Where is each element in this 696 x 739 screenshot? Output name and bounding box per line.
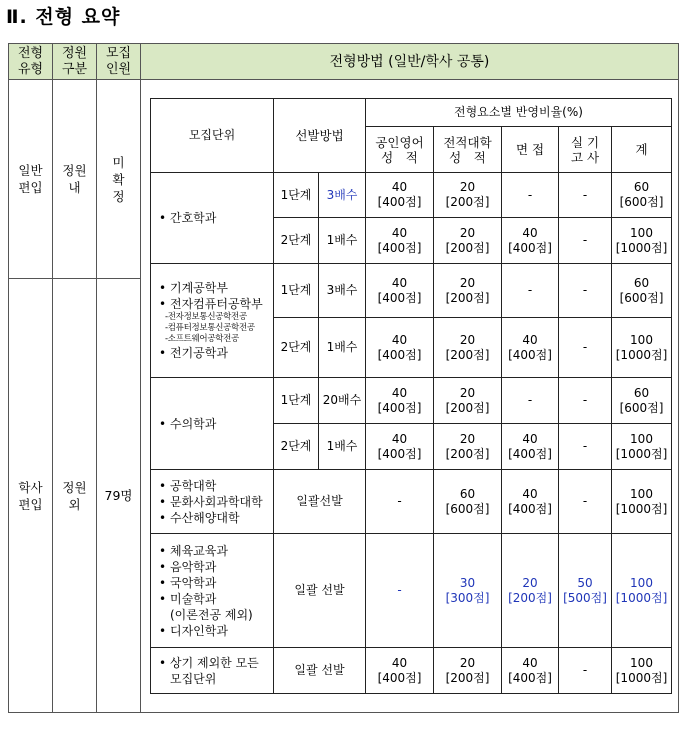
header-unit: 모집단위 <box>151 99 274 173</box>
header-practical: 실 기 고 사 <box>559 127 612 173</box>
practical-score: - <box>559 424 612 470</box>
english-score: 40 [400점] <box>366 264 434 318</box>
header-quota: 정원 구분 <box>53 44 97 80</box>
total-score: 100 [1000점] <box>612 534 672 648</box>
transcript-score: 30 [300점] <box>434 534 502 648</box>
interview-score: - <box>502 264 559 318</box>
quota-outside: 정원 외 <box>53 279 97 712</box>
practical-score: - <box>559 173 612 218</box>
transcript-score: 20 [200점] <box>434 218 502 264</box>
multiple: 1배수 <box>319 218 366 264</box>
multiple: 1배수 <box>319 318 366 378</box>
type-general: 일반 편입 <box>9 80 53 279</box>
interview-score: 40 [400점] <box>502 648 559 694</box>
interview-score: - <box>502 378 559 424</box>
count-79: 79명 <box>97 279 141 712</box>
total-score: 60 [600점] <box>612 173 672 218</box>
unit-arts: • 체육교육과 • 음악학과 • 국악학과 • 미술학과 (이론전공 제외) • 디자인학과 <box>151 534 274 648</box>
practical-score: - <box>559 648 612 694</box>
english-score: - <box>366 534 434 648</box>
header-method: 전형방법 (일반/학사 공통) <box>141 44 678 80</box>
total-score: 60 [600점] <box>612 378 672 424</box>
stage: 1단계 <box>274 264 319 318</box>
multiple: 20배수 <box>319 378 366 424</box>
english-score: 40 [400점] <box>366 173 434 218</box>
transcript-score: 20 [200점] <box>434 424 502 470</box>
stage: 2단계 <box>274 218 319 264</box>
multiple: 3배수 <box>319 173 366 218</box>
count-undetermined: 미 확 정 <box>97 80 141 279</box>
practical-score: - <box>559 264 612 318</box>
english-score: 40 [400점] <box>366 318 434 378</box>
english-score: 40 [400점] <box>366 424 434 470</box>
interview-score: 40 [400점] <box>502 218 559 264</box>
selection-method: 일괄 선발 <box>274 534 366 648</box>
quota-inside: 정원 내 <box>53 80 97 279</box>
stage: 2단계 <box>274 424 319 470</box>
practical-score: - <box>559 318 612 378</box>
interview-score: 40 [400점] <box>502 470 559 534</box>
interview-score: 40 [400점] <box>502 318 559 378</box>
unit-colleges: • 공학대학 • 문화사회과학대학 • 수산해양대학 <box>151 470 274 534</box>
transcript-score: 20 [200점] <box>434 264 502 318</box>
stage: 1단계 <box>274 378 319 424</box>
type-bachelor: 학사 편입 <box>9 279 53 712</box>
stage: 2단계 <box>274 318 319 378</box>
total-score: 100 [1000점] <box>612 318 672 378</box>
unit-engineering-group: • 기계공학부 • 전자컴퓨터공학부 -전자정보통신공학전공 -컴퓨터정보통신공학전공 -소프트웨어공학전공 • 전기공학과 <box>151 264 274 378</box>
practical-score: - <box>559 378 612 424</box>
total-score: 100 [1000점] <box>612 648 672 694</box>
header-ratio-group: 전형요소별 반영비율(%) <box>366 99 672 127</box>
interview-score: - <box>502 173 559 218</box>
english-score: 40 [400점] <box>366 648 434 694</box>
interview-score: 20 [200점] <box>502 534 559 648</box>
unit-nursing: • 간호학과 <box>151 173 274 264</box>
total-score: 60 [600점] <box>612 264 672 318</box>
unit-others: • 상기 제외한 모든 모집단위 <box>151 648 274 694</box>
transcript-score: 20 [200점] <box>434 173 502 218</box>
selection-method: 일괄선발 <box>274 470 366 534</box>
header-transcript: 전적대학 성 적 <box>434 127 502 173</box>
total-score: 100 [1000점] <box>612 470 672 534</box>
practical-score: - <box>559 218 612 264</box>
interview-score: 40 [400점] <box>502 424 559 470</box>
header-selection: 선발방법 <box>274 99 366 173</box>
header-total: 계 <box>612 127 672 173</box>
unit-veterinary: • 수의학과 <box>151 378 274 470</box>
transcript-score: 20 [200점] <box>434 318 502 378</box>
english-score: 40 [400점] <box>366 218 434 264</box>
header-count: 모집 인원 <box>97 44 141 80</box>
page-title: Ⅱ. 전형 요약 <box>6 6 121 28</box>
transcript-score: 20 [200점] <box>434 648 502 694</box>
stage: 1단계 <box>274 173 319 218</box>
method-table <box>150 98 672 694</box>
transcript-score: 20 [200점] <box>434 378 502 424</box>
english-score: 40 [400점] <box>366 378 434 424</box>
total-score: 100 [1000점] <box>612 218 672 264</box>
transcript-score: 60 [600점] <box>434 470 502 534</box>
english-score: - <box>366 470 434 534</box>
practical-score: - <box>559 470 612 534</box>
header-type: 전형 유형 <box>9 44 53 80</box>
practical-score: 50 [500점] <box>559 534 612 648</box>
header-interview: 면 접 <box>502 127 559 173</box>
multiple: 1배수 <box>319 424 366 470</box>
multiple: 3배수 <box>319 264 366 318</box>
selection-method: 일괄 선발 <box>274 648 366 694</box>
total-score: 100 [1000점] <box>612 424 672 470</box>
header-english: 공인영어 성 적 <box>366 127 434 173</box>
